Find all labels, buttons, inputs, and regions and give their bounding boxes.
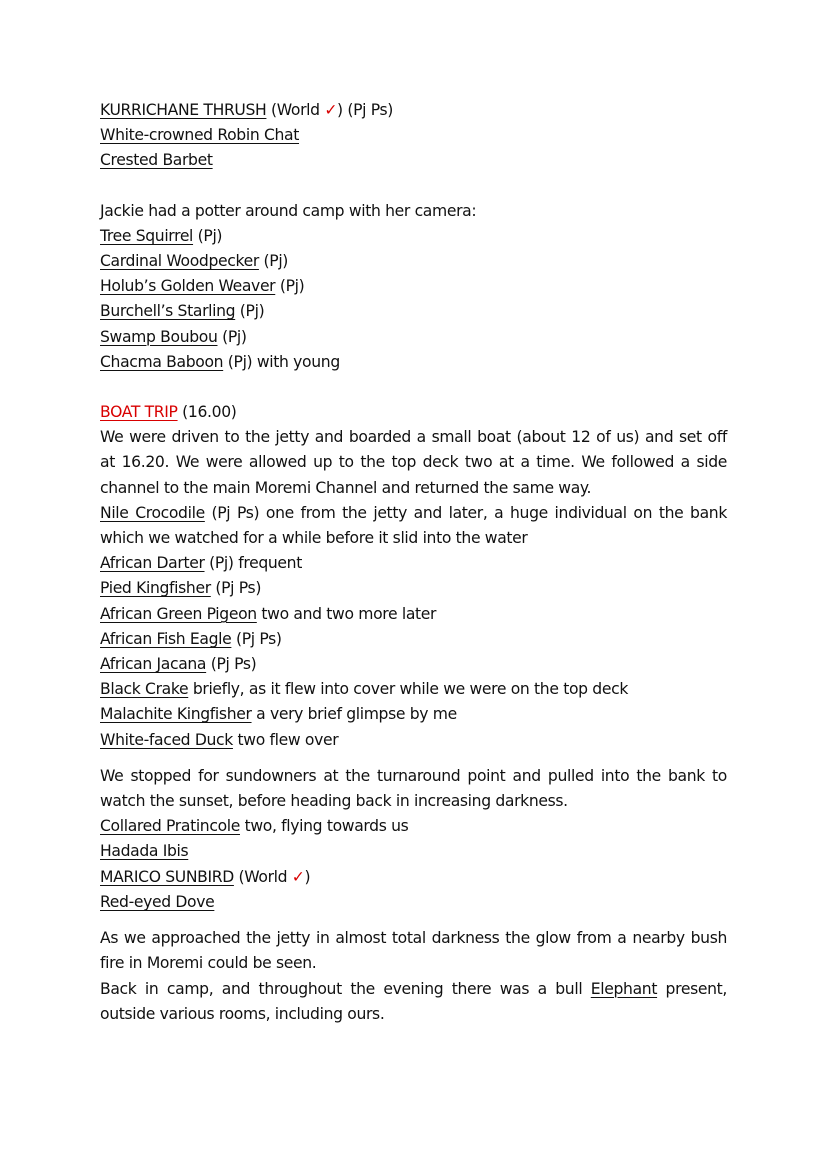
species-name: Cardinal Woodpecker (100, 252, 259, 271)
species-name: African Green Pigeon (100, 604, 257, 623)
species-name: Nile Crocodile (100, 503, 205, 522)
sighting-row (100, 350, 727, 375)
boat-trip-time: (16.00) (177, 403, 237, 422)
sighting-note: two and two more later (256, 604, 437, 623)
species-name: Pied Kingfisher (100, 579, 211, 598)
world-note: (World (233, 867, 292, 886)
sundowner-paragraph: We stopped for sundowners at the turnaround point and pulled into the bank to watch the sunset, before heading back in increasing darkness. (100, 766, 727, 811)
species-name: Chacma Baboon (100, 352, 224, 371)
species-name: White-faced Duck (100, 730, 233, 749)
sighting-row (100, 299, 727, 324)
species-name: Holub’s Golden Weaver (100, 277, 276, 296)
species-name: MARICO SUNBIRD (100, 867, 234, 886)
sighting-row (100, 865, 727, 890)
species-name: African Fish Eagle (100, 629, 232, 648)
sighting-row (100, 224, 727, 249)
sighting-note: (Pj) frequent (204, 554, 302, 573)
sighting-note: (Pj Ps) (210, 579, 262, 598)
species-name: Crested Barbet (100, 151, 213, 170)
world-tick-icon: ✓ (324, 101, 338, 119)
sighting-row (100, 551, 727, 576)
species-name: White-crowned Robin Chat (100, 126, 300, 145)
boat-trip-heading: BOAT TRIP (100, 403, 178, 422)
sighting-note: (Pj) (235, 302, 265, 321)
sighting-row (100, 98, 727, 123)
sighting-note: (Pj) with young (223, 352, 340, 371)
species-name: Hadada Ibis (100, 842, 189, 861)
closing-text-a: Back in camp, and throughout the evening there was a bull (100, 979, 591, 998)
sighting-note: (Pj) (217, 327, 247, 346)
sighting-row (100, 249, 727, 274)
species-name: Red-eyed Dove (100, 892, 215, 911)
sighting-row (100, 890, 727, 915)
closing-text-b: present, outside various rooms, including ours. (100, 979, 727, 1023)
sighting-row (100, 274, 727, 299)
species-name: Burchell’s Starling (100, 302, 236, 321)
sighting-row (100, 576, 727, 601)
sighting-row (100, 702, 727, 727)
sighting-note: (Pj Ps) (206, 655, 257, 674)
species-name: Black Crake (100, 680, 189, 699)
sighting-note: two flew over (232, 730, 339, 749)
species-name: Collared Pratincole (100, 817, 240, 836)
sighting-row (100, 677, 727, 702)
sighting-note: two, flying towards us (239, 817, 409, 836)
species-name: African Darter (100, 554, 205, 573)
sighting-row (100, 814, 727, 839)
sighting-row (100, 325, 727, 350)
document-body (100, 98, 727, 1027)
sighting-row (100, 839, 727, 864)
sighting-row (100, 627, 727, 652)
species-name: KURRICHANE THRUSH (100, 101, 267, 119)
species-name: Swamp Boubou (100, 327, 218, 346)
boat-trip-heading-row (100, 400, 727, 425)
species-name: African Jacana (100, 655, 207, 674)
world-note-close: ) (304, 867, 311, 886)
species-name: Tree Squirrel (100, 226, 194, 245)
sighting-row (100, 652, 727, 677)
sighting-note: (Pj) (258, 252, 289, 271)
boat-trip-paragraph: We were driven to the jetty and boarded a small boat (about 12 of us) and set off at 16.20. We were allowed up to the top deck two at a time. We followed a side channel to the main Moremi Channel and returned the same way. (100, 428, 727, 497)
sighting-note: briefly, as it flew into cover while we were on the top deck (188, 680, 628, 699)
sighting-row (100, 602, 727, 627)
closing-paragraph-1: As we approached the jetty in almost total darkness the glow from a nearby bush fire in Moremi could be seen. (100, 929, 727, 973)
camera-intro: Jackie had a potter around camp with her camera: (100, 201, 477, 220)
sighting-note: (Pj) (193, 226, 223, 245)
sighting-row (100, 501, 727, 551)
world-note: (World (266, 101, 325, 119)
sighting-note: a very brief glimpse by me (251, 705, 457, 724)
sighting-row (100, 123, 727, 148)
sighting-note: (Pj Ps) (231, 629, 282, 648)
species-name: Malachite Kingfisher (100, 705, 252, 724)
sighting-note: (Pj) (275, 277, 305, 296)
sighting-row (100, 148, 727, 173)
sighting-row (100, 728, 727, 753)
sighting-note: (Pj Ps) one from the jetty and later, a huge individual on the bank which we watched for a while before it slid into the water (100, 503, 727, 548)
species-name: Elephant (590, 979, 658, 998)
closing-paragraph-2 (100, 977, 727, 1027)
photo-note: ) (Pj Ps) (337, 101, 394, 119)
world-tick-icon: ✓ (291, 867, 305, 886)
